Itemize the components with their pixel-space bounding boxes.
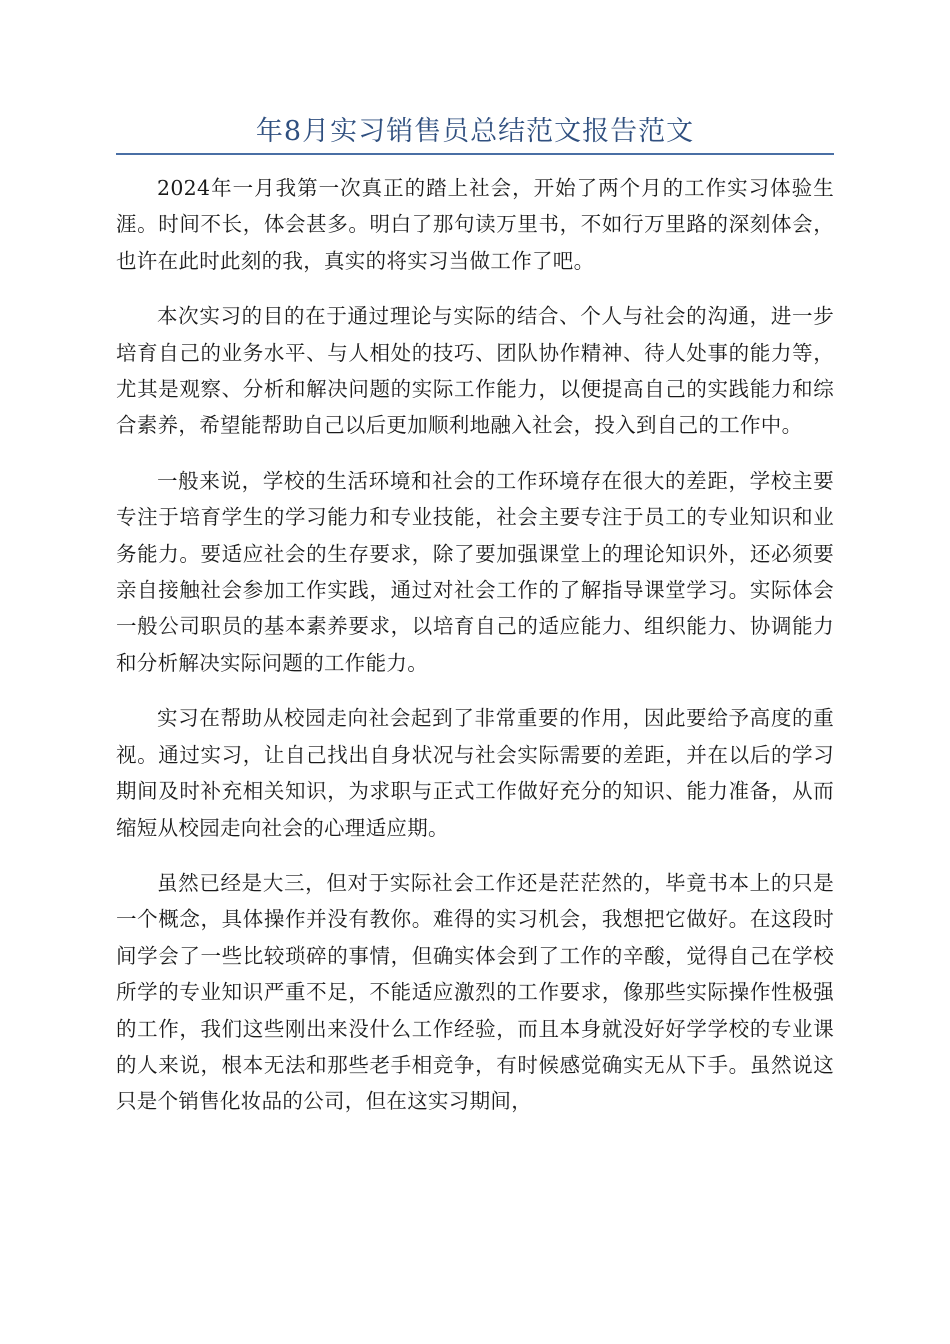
document-title: 年8月实习销售员总结范文报告范文 (255, 116, 695, 147)
paragraph: 一般来说，学校的生活环境和社会的工作环境存在很大的差距，学校主要专注于培育学生的学习能力和专业技能，社会主要专注于员工的专业知识和业务能力。要适应社会的生存要求，除了要加强课堂上的理论知识外，还必须要亲自接触社会参加工作实践，通过对社会工作的了解指导课堂学习。实际体会一般公司职员的基本素养要求，以培育自己的适应能力、组织能力、协调能力和分析解决实际问题的工作能力。 (116, 468, 834, 675)
paragraph: 虽然已经是大三，但对于实际社会工作还是茫茫然的，毕竟书本上的只是一个概念，具体操作并没有教你。难得的实习机会，我想把它做好。在这段时间学会了一些比较琐碎的事情，但确实体会到了工作的辛酸，觉得自己在学校所学的专业知识严重不足，不能适应激烈的工作要求，像那些实际操作性极强的工作，我们这些刚出来没什么工作经验，而且本身就没好好学学校的专业课的人来说，根本无法和那些老手相竞争，有时候感觉确实无从下手。虽然说这只是个销售化妆品的公司，但在这实习期间， (116, 870, 834, 1114)
paragraph: 实习在帮助从校园走向社会起到了非常重要的作用，因此要给予高度的重视。通过实习，让自己找出自身状况与社会实际需要的差距，并在以后的学习期间及时补充相关知识，为求职与正式工作做好充分的知识、能力准备，从而缩短从校园走向社会的心理适应期。 (116, 706, 834, 840)
document-body (116, 170, 834, 1139)
paragraph: 本次实习的目的在于通过理论与实际的结合、个人与社会的沟通，进一步培育自己的业务水平、与人相处的技巧、团队协作精神、待人处事的能力等，尤其是观察、分析和解决问题的实际工作能力，以便提高自己的实践能力和综合素养，希望能帮助自己以后更加顺利地融入社会，投入到自己的工作中。 (116, 304, 834, 438)
title-underline (116, 153, 834, 155)
paragraph: 2024年一月我第一次真正的踏上社会，开始了两个月的工作实习体验生涯。时间不长，体会甚多。明白了那句读万里书，不如行万里路的深刻体会，也许在此时此刻的我，真实的将实习当做工作了吧。 (116, 176, 834, 273)
